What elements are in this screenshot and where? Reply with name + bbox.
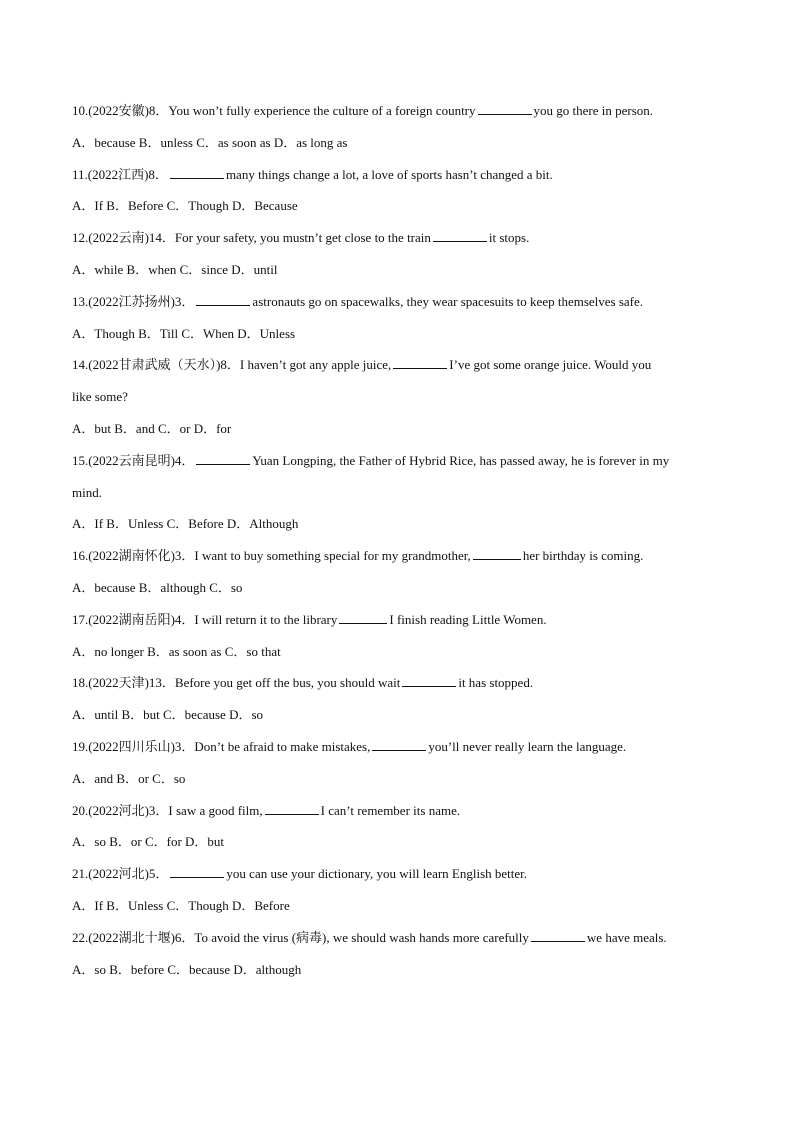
answer-blank (170, 166, 224, 179)
options-line: A．but B．and C．or D．for (72, 420, 232, 436)
question-continuation: mind. (72, 484, 102, 500)
options-line: A．because B．unless C．as soon as D．as long as (72, 134, 348, 150)
question-text: 14.(2022甘肃武威（天水）)8．I haven’t got any apple juice, (72, 357, 392, 373)
question-text: 20.(2022河北)3．I saw a good film, (72, 802, 263, 818)
question-text: 16.(2022湖南怀化)3．I want to buy something special for my grandmother, (72, 548, 471, 564)
answer-blank (196, 293, 250, 306)
question-line (72, 604, 722, 636)
question-line (72, 540, 722, 572)
question-line (72, 222, 722, 254)
question-line (72, 731, 722, 763)
question-text-rest: astronauts go on spacewalks, they wear spacesuits to keep themselves safe. (252, 293, 644, 309)
options-line: A．If B．Unless C．Though D．Before (72, 897, 290, 913)
question-text: 17.(2022湖南岳阳)4．I will return it to the library (72, 611, 338, 627)
question-text: 22.(2022湖北十堰)6．To avoid the virus (病毒), we should wash hands more carefully (72, 929, 529, 945)
question-text-rest: you go there in person. (533, 103, 654, 118)
options-line: A．until B．but C．because D．so (72, 707, 264, 723)
question-text: 21.(2022河北)5． (72, 866, 169, 882)
options-line: A．If B．Before C．Though D．Because (72, 198, 298, 214)
answer-blank (170, 865, 224, 878)
question-line (72, 858, 722, 890)
question-text-rest: it has stopped. (458, 675, 534, 691)
options-line: A．Though B．Till C．When D．Unless (72, 325, 296, 341)
question-text-rest: her birthday is coming. (522, 548, 644, 564)
question-text: 15.(2022云南昆明)4． (72, 452, 195, 468)
question-text-rest: you’ll never really learn the language. (428, 738, 627, 754)
answer-blank (196, 452, 250, 465)
question-text-rest: Yuan Longping, the Father of Hybrid Rice, has passed away, he is forever in my (252, 452, 670, 468)
answer-blank (393, 356, 447, 369)
answer-blank (531, 929, 585, 942)
options-line: A．because B．although C．so (72, 579, 243, 595)
answer-blank (372, 738, 426, 751)
question-text-rest: I finish reading Little Women. (389, 611, 547, 627)
answer-blank (402, 674, 456, 687)
question-line (72, 445, 722, 477)
answer-blank (339, 611, 387, 624)
question-line (72, 667, 722, 699)
question-line (72, 349, 722, 381)
question-line (72, 159, 722, 191)
question-text-rest: you can use your dictionary, you will learn English better. (226, 866, 528, 882)
question-line (72, 795, 722, 827)
question-text-rest: it stops. (488, 230, 530, 246)
question-line (72, 286, 722, 318)
question-text: 18.(2022天津)13．Before you get off the bus, you should wait (72, 675, 401, 691)
options-line: A．If B．Unless C．Before D．Although (72, 516, 299, 532)
question-text-rest: I’ve got some orange juice. Would you (449, 357, 652, 373)
options-line: A．and B．or C．so (72, 770, 186, 786)
question-text: 12.(2022云南)14．For your safety, you mustn’t get close to the train (72, 230, 431, 246)
answer-blank (473, 547, 521, 560)
options-line: A．no longer B．as soon as C．so that (72, 643, 281, 659)
options-line: A．so B．before C．because D．although (72, 961, 302, 977)
question-text: 10.(2022安徽)8．You won’t fully experience the culture of a foreign country (72, 103, 476, 118)
answer-blank (478, 102, 532, 115)
question-line (72, 95, 722, 127)
question-text-rest: we have meals. (586, 929, 667, 945)
question-text-rest: I can’t remember its name. (320, 802, 461, 818)
question-text: 13.(2022江苏扬州)3． (72, 293, 195, 309)
options-line: A．so B．or C．for D．but (72, 834, 225, 850)
question-continuation: like some? (72, 389, 128, 405)
question-line (72, 922, 722, 954)
question-text: 19.(2022四川乐山)3．Don’t be afraid to make mistakes, (72, 738, 371, 754)
answer-blank (433, 229, 487, 242)
answer-blank (265, 802, 319, 815)
options-line: A．while B．when C．since D．until (72, 261, 278, 277)
question-text-rest: many things change a lot, a love of sports hasn’t changed a bit. (225, 166, 553, 182)
question-text: 11.(2022江西)8． (72, 166, 168, 182)
document-page (72, 95, 722, 985)
